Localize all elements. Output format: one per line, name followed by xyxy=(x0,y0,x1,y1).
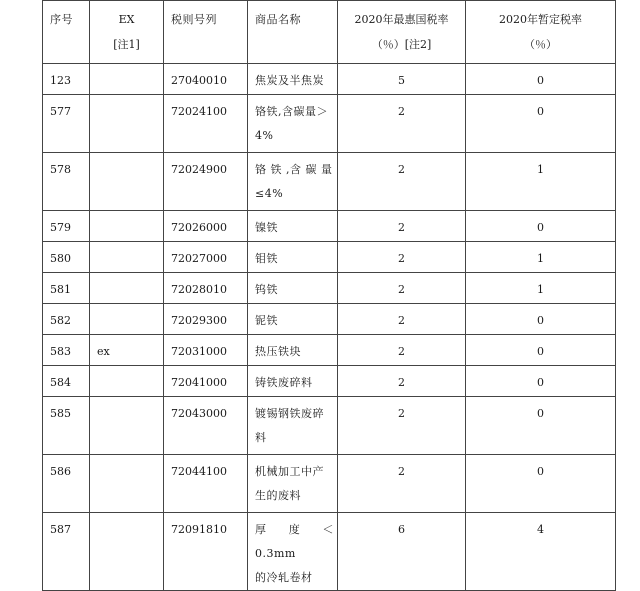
cell-code-text: 72024900 xyxy=(171,163,227,176)
cell-ex xyxy=(90,513,164,591)
cell-mfn xyxy=(338,513,466,591)
cell-ex xyxy=(90,153,164,211)
cell-name-text xyxy=(248,397,337,450)
cell-provisional xyxy=(466,397,616,455)
table-row xyxy=(43,304,616,335)
cell-provisional xyxy=(466,455,616,513)
cell-name-line: 钼铁 xyxy=(255,252,278,265)
cell-code xyxy=(164,242,248,273)
cell-code-text: 72031000 xyxy=(171,345,227,358)
table-row xyxy=(43,95,616,153)
cell-mfn xyxy=(338,64,466,95)
cell-index xyxy=(43,153,90,211)
cell-name xyxy=(248,95,338,153)
cell-index xyxy=(43,335,90,366)
header-mfn-line1: 2020年最惠国税率 xyxy=(354,13,449,26)
cell-name-text xyxy=(248,64,337,93)
cell-ex xyxy=(90,335,164,366)
cell-ex xyxy=(90,242,164,273)
header-code-label: 税则号列 xyxy=(171,13,217,26)
header-mfn xyxy=(338,1,466,64)
cell-name-line: ≤4% xyxy=(255,187,284,200)
cell-provisional-text: 0 xyxy=(537,407,544,420)
cell-provisional xyxy=(466,211,616,242)
header-name xyxy=(248,1,338,64)
cell-mfn-text: 2 xyxy=(398,345,405,358)
header-ex xyxy=(90,1,164,64)
cell-code-text: 72028010 xyxy=(171,283,227,296)
header-ex-line1: EX xyxy=(118,13,135,26)
cell-code xyxy=(164,513,248,591)
cell-mfn xyxy=(338,273,466,304)
cell-ex-text xyxy=(90,513,163,518)
cell-provisional-text: 0 xyxy=(537,314,544,327)
cell-index-text: 577 xyxy=(50,105,71,118)
cell-code-text: 72029300 xyxy=(171,314,227,327)
cell-mfn-text: 6 xyxy=(398,523,405,536)
cell-index-text: 580 xyxy=(50,252,71,265)
header-provisional xyxy=(466,1,616,64)
cell-ex xyxy=(90,397,164,455)
cell-name-line: 镀锡钢铁废碎 xyxy=(255,407,324,420)
cell-provisional-text: 1 xyxy=(537,252,544,265)
cell-ex-text xyxy=(90,397,163,402)
cell-ex-text xyxy=(90,455,163,460)
cell-index-text: 586 xyxy=(50,465,71,478)
cell-index-text: 123 xyxy=(50,74,71,87)
cell-ex xyxy=(90,455,164,513)
cell-name-text xyxy=(248,242,337,271)
cell-code xyxy=(164,366,248,397)
cell-ex-text: ex xyxy=(97,345,110,358)
cell-mfn xyxy=(338,211,466,242)
cell-ex xyxy=(90,304,164,335)
cell-mfn xyxy=(338,335,466,366)
cell-mfn-text: 2 xyxy=(398,283,405,296)
table-row xyxy=(43,273,616,304)
cell-ex-text xyxy=(90,242,163,247)
cell-name-text xyxy=(248,455,337,508)
table-row xyxy=(43,64,616,95)
cell-code-text: 72043000 xyxy=(171,407,227,420)
cell-name-line: 焦炭及半焦炭 xyxy=(255,74,324,87)
cell-mfn-text: 2 xyxy=(398,252,405,265)
cell-ex xyxy=(90,366,164,397)
cell-code-text: 72044100 xyxy=(171,465,227,478)
cell-ex-text xyxy=(90,304,163,309)
table-row xyxy=(43,242,616,273)
table-row xyxy=(43,513,616,591)
cell-ex-text xyxy=(90,64,163,69)
cell-ex-text xyxy=(90,211,163,216)
cell-name-text xyxy=(248,273,337,302)
cell-name-text xyxy=(248,513,337,590)
cell-mfn xyxy=(338,95,466,153)
cell-index-text: 587 xyxy=(50,523,71,536)
cell-index-text: 585 xyxy=(50,407,71,420)
table-body xyxy=(43,1,616,591)
cell-name xyxy=(248,304,338,335)
cell-name-text xyxy=(248,95,337,148)
cell-code xyxy=(164,153,248,211)
table-row xyxy=(43,335,616,366)
cell-mfn xyxy=(338,153,466,211)
cell-provisional-text: 0 xyxy=(537,105,544,118)
cell-name-line: 铌铁 xyxy=(255,314,278,327)
cell-ex xyxy=(90,64,164,95)
cell-mfn-text: 2 xyxy=(398,407,405,420)
cell-provisional xyxy=(466,153,616,211)
cell-mfn-text: 2 xyxy=(398,163,405,176)
cell-code-text: 72026000 xyxy=(171,221,227,234)
header-provisional-label xyxy=(466,1,615,57)
cell-name-line: 镍铁 xyxy=(255,221,278,234)
cell-index xyxy=(43,455,90,513)
header-index-label: 序号 xyxy=(50,13,73,26)
cell-name-line: 机械加工中产 xyxy=(255,465,324,478)
cell-name xyxy=(248,64,338,95)
cell-provisional xyxy=(466,335,616,366)
cell-name xyxy=(248,513,338,591)
cell-index xyxy=(43,397,90,455)
cell-provisional-text: 0 xyxy=(537,74,544,87)
cell-provisional xyxy=(466,273,616,304)
cell-ex xyxy=(90,95,164,153)
header-mfn-label xyxy=(338,1,465,57)
cell-mfn-text: 5 xyxy=(398,74,405,87)
cell-name xyxy=(248,273,338,304)
cell-mfn-text: 2 xyxy=(398,465,405,478)
cell-mfn xyxy=(338,397,466,455)
cell-name-text xyxy=(248,211,337,240)
cell-mfn xyxy=(338,366,466,397)
cell-index xyxy=(43,64,90,95)
cell-mfn-text: 2 xyxy=(398,376,405,389)
cell-code-text: 72024100 xyxy=(171,105,227,118)
cell-provisional xyxy=(466,366,616,397)
cell-index-text: 581 xyxy=(50,283,71,296)
cell-provisional-text: 1 xyxy=(537,283,544,296)
cell-provisional xyxy=(466,513,616,591)
cell-index xyxy=(43,242,90,273)
cell-name-line: 铸铁废碎料 xyxy=(255,376,313,389)
header-ex-line2: [注1] xyxy=(113,38,140,51)
cell-code xyxy=(164,335,248,366)
cell-index xyxy=(43,513,90,591)
cell-ex xyxy=(90,273,164,304)
cell-name xyxy=(248,455,338,513)
cell-mfn xyxy=(338,455,466,513)
cell-index xyxy=(43,304,90,335)
cell-name xyxy=(248,397,338,455)
cell-provisional xyxy=(466,304,616,335)
cell-name-line: 热压铁块 xyxy=(255,345,301,358)
cell-name-text xyxy=(248,153,337,206)
cell-ex-text xyxy=(90,153,163,158)
cell-code xyxy=(164,211,248,242)
header-mfn-line2: （％）[注2] xyxy=(371,38,432,51)
table-row xyxy=(43,455,616,513)
cell-mfn xyxy=(338,242,466,273)
table-row xyxy=(43,153,616,211)
cell-provisional xyxy=(466,242,616,273)
header-code xyxy=(164,1,248,64)
cell-mfn-text: 2 xyxy=(398,221,405,234)
cell-name-line: 铬 铁 ,含 碳 量 xyxy=(255,163,333,176)
header-provisional-line2: （％） xyxy=(524,38,557,51)
header-provisional-line1: 2020年暂定税率 xyxy=(499,13,582,26)
cell-provisional xyxy=(466,64,616,95)
cell-ex-text xyxy=(90,95,163,100)
cell-name-line: 厚 度 ＜0.3mm xyxy=(255,523,334,560)
cell-provisional-text: 1 xyxy=(537,163,544,176)
table-row xyxy=(43,211,616,242)
cell-name-text xyxy=(248,335,337,364)
cell-ex-text xyxy=(90,366,163,371)
header-index xyxy=(43,1,90,64)
header-ex-label xyxy=(90,1,163,57)
cell-provisional-text: 0 xyxy=(537,221,544,234)
cell-name-line: 铬铁,含碳量＞ xyxy=(255,105,328,118)
cell-code-text: 27040010 xyxy=(171,74,227,87)
cell-code xyxy=(164,455,248,513)
cell-index xyxy=(43,273,90,304)
cell-provisional-text: 0 xyxy=(537,345,544,358)
cell-index-text: 579 xyxy=(50,221,71,234)
cell-name xyxy=(248,153,338,211)
header-name-label: 商品名称 xyxy=(255,13,301,26)
cell-code-text: 72091810 xyxy=(171,523,227,536)
cell-index-text: 583 xyxy=(50,345,71,358)
cell-code-text: 72041000 xyxy=(171,376,227,389)
cell-name-text xyxy=(248,304,337,333)
cell-name-line: 生的废料 xyxy=(255,489,301,502)
cell-index xyxy=(43,366,90,397)
cell-mfn-text: 2 xyxy=(398,314,405,327)
cell-index xyxy=(43,211,90,242)
cell-name-line: 料 xyxy=(255,431,267,444)
cell-code xyxy=(164,95,248,153)
cell-provisional-text: 0 xyxy=(537,465,544,478)
cell-index-text: 584 xyxy=(50,376,71,389)
cell-provisional xyxy=(466,95,616,153)
cell-name-line: 钨铁 xyxy=(255,283,278,296)
cell-index-text: 582 xyxy=(50,314,71,327)
cell-name xyxy=(248,211,338,242)
cell-name-line: 的冷轧卷材 xyxy=(255,571,313,584)
cell-code-text: 72027000 xyxy=(171,252,227,265)
cell-code xyxy=(164,64,248,95)
cell-code xyxy=(164,273,248,304)
cell-name xyxy=(248,335,338,366)
cell-code xyxy=(164,397,248,455)
table-row xyxy=(43,397,616,455)
tariff-table xyxy=(42,0,616,591)
header-row xyxy=(43,1,616,64)
cell-index xyxy=(43,95,90,153)
cell-name xyxy=(248,366,338,397)
cell-index-text: 578 xyxy=(50,163,71,176)
table-row xyxy=(43,366,616,397)
cell-name-line: 4% xyxy=(255,129,274,142)
cell-name-text xyxy=(248,366,337,395)
cell-mfn-text: 2 xyxy=(398,105,405,118)
cell-ex-text xyxy=(90,273,163,278)
cell-provisional-text: 4 xyxy=(537,523,544,536)
cell-name xyxy=(248,242,338,273)
cell-code xyxy=(164,304,248,335)
cell-mfn xyxy=(338,304,466,335)
cell-provisional-text: 0 xyxy=(537,376,544,389)
cell-ex xyxy=(90,211,164,242)
